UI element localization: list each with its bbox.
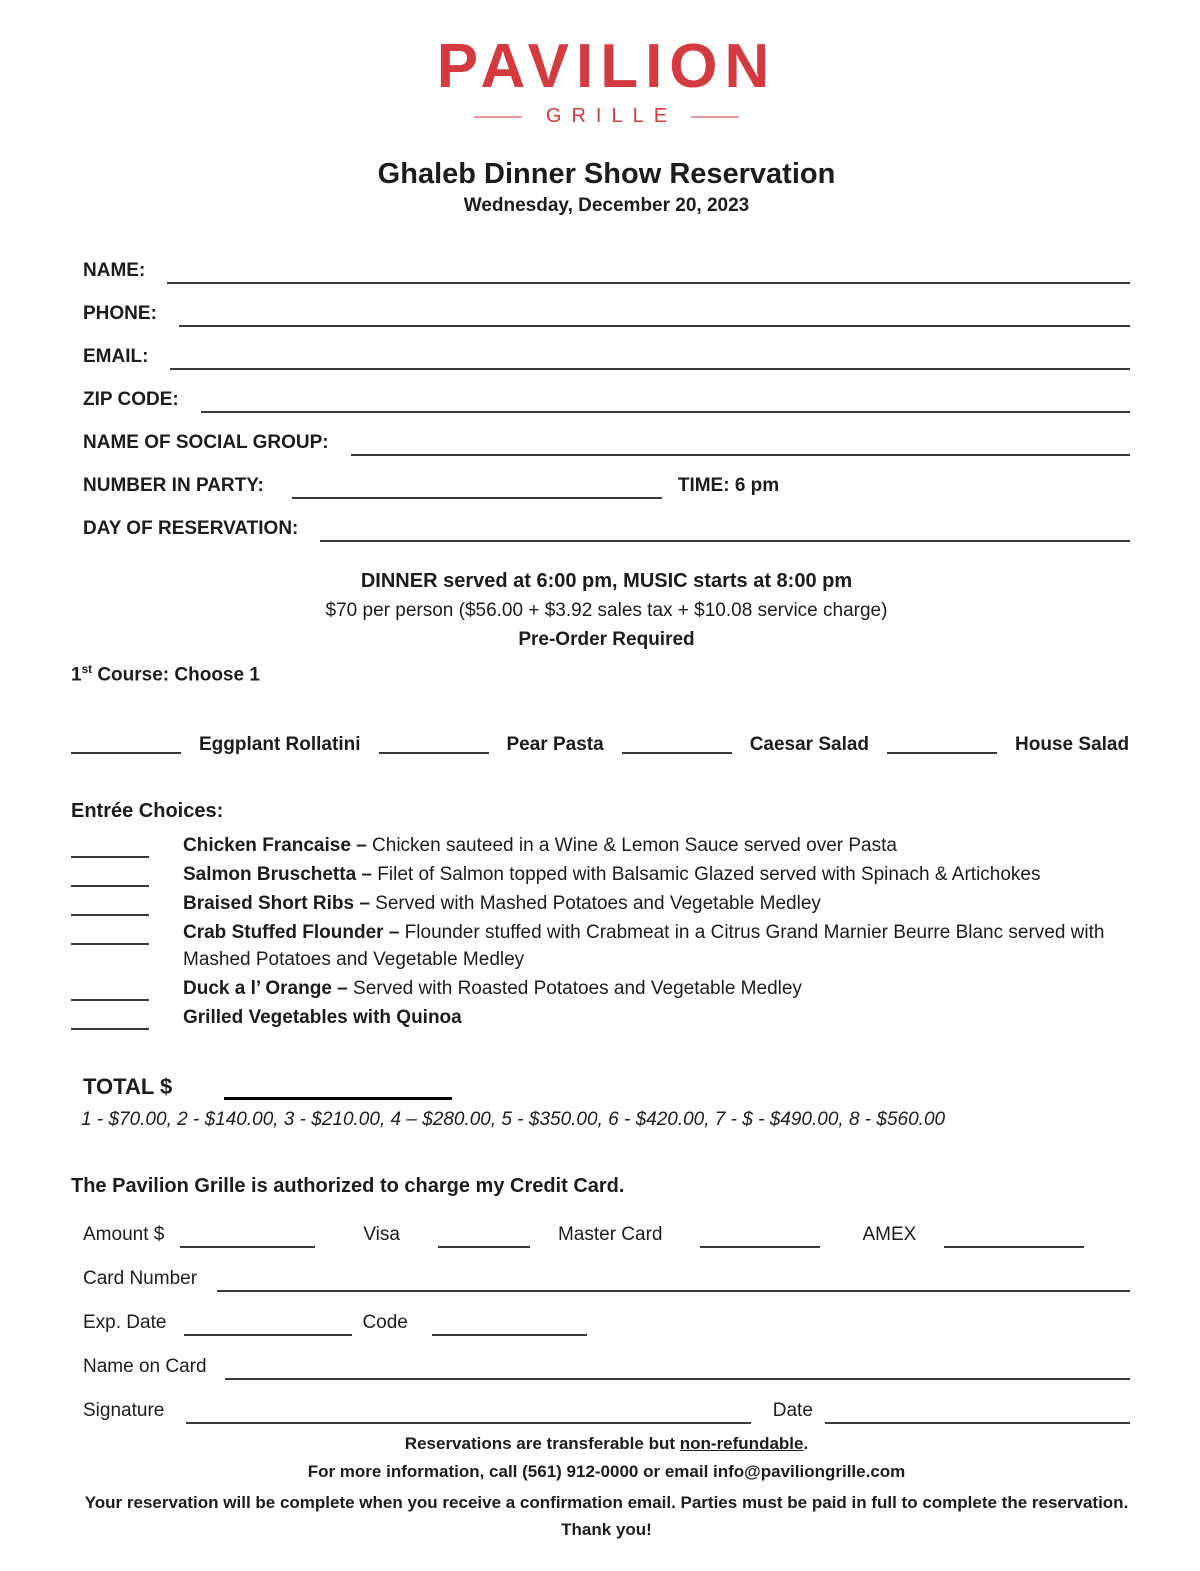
total-row — [83, 1074, 1130, 1100]
entree-name: Salmon Bruschetta – — [183, 864, 372, 886]
party-input-line[interactable] — [292, 479, 662, 499]
logo-wordmark: PAVILION — [436, 32, 777, 101]
name-row — [83, 241, 1130, 284]
eggplant-rollatini-label: Eggplant Rollatini — [199, 734, 361, 756]
zip-row — [83, 370, 1130, 413]
logo-subtitle-row — [83, 105, 1130, 128]
logo-subtitle: GRILLE — [545, 105, 678, 128]
date-input-line[interactable] — [825, 1404, 1130, 1424]
amex-choice-line[interactable] — [944, 1228, 1084, 1248]
party-label: NUMBER IN PARTY: — [83, 475, 264, 497]
mastercard-choice-line[interactable] — [700, 1228, 820, 1248]
phone-row — [83, 284, 1130, 327]
entree-text — [183, 920, 1130, 974]
day-row — [83, 499, 1130, 542]
name-on-card-label: Name on Card — [83, 1356, 207, 1378]
name-label: NAME: — [83, 260, 146, 282]
crab-stuffed-flounder-choice-line[interactable] — [71, 920, 149, 945]
logo-left-rule — [474, 116, 522, 118]
amount-row — [83, 1204, 1130, 1248]
name-on-card-input-line[interactable] — [225, 1360, 1130, 1380]
salmon-bruschetta-choice-line[interactable] — [71, 862, 149, 887]
total-label: TOTAL $ — [83, 1074, 173, 1100]
first-course-heading-text: Course: Choose 1 — [92, 664, 260, 686]
entree-choices-heading: Entrée Choices: — [71, 800, 224, 823]
entree-text — [183, 976, 806, 1003]
entree-row-grilled-vegetables — [71, 1005, 1130, 1032]
date-label: Date — [772, 1400, 813, 1422]
price-list: 1 - $70.00, 2 - $140.00, 3 - $210.00, 4 – $280.00, 5 - $350.00, 6 - $420.00, 7 - $ - $490.00, 8 - $560.00 — [81, 1109, 946, 1131]
eggplant-rollatini-choice-line[interactable] — [71, 736, 181, 754]
entree-name: Chicken Francaise – — [183, 835, 367, 857]
entree-list — [71, 833, 1130, 1032]
confirmation-note: Your reservation will be complete when you receive a confirmation email. Parties must be paid in full to complete the reservation. Thank you! — [84, 1493, 1129, 1539]
pear-pasta-choice-line[interactable] — [379, 736, 489, 754]
payment-fields — [83, 1204, 1130, 1424]
day-input-line[interactable] — [320, 522, 1130, 542]
card-number-label: Card Number — [83, 1268, 198, 1290]
signature-input-line[interactable] — [186, 1404, 750, 1424]
first-course-number: 1 — [71, 664, 82, 686]
transferable-note-suffix: . — [803, 1434, 809, 1454]
social-group-row — [83, 413, 1130, 456]
contact-fields — [83, 241, 1130, 542]
mastercard-label: Master Card — [557, 1224, 663, 1246]
entree-row-crab-stuffed-flounder — [71, 920, 1130, 974]
entree-desc: Flounder stuffed with Crabmeat in a Citrus Grand Marnier Beurre Blanc served with Mashed Potatoes and Vegetable Medley — [183, 922, 1105, 971]
name-input-line[interactable] — [167, 264, 1130, 284]
entree-desc: Chicken sauteed in a Wine & Lemon Sauce served over Pasta — [366, 835, 897, 857]
entree-text — [183, 891, 825, 918]
card-number-row — [83, 1248, 1130, 1292]
signature-row — [83, 1380, 1130, 1424]
preorder-required-line: Pre-Order Required — [518, 629, 695, 651]
entree-text — [183, 862, 1045, 889]
footer — [83, 1434, 1130, 1543]
code-input-line[interactable] — [432, 1316, 587, 1336]
first-course-heading — [71, 663, 1130, 686]
social-group-input-line[interactable] — [351, 436, 1130, 456]
zip-input-line[interactable] — [201, 393, 1130, 413]
transferable-note-prefix: Reservations are transferable but — [404, 1434, 680, 1454]
braised-short-ribs-choice-line[interactable] — [71, 891, 149, 916]
logo-right-rule — [691, 116, 739, 118]
visa-label: Visa — [363, 1224, 400, 1246]
phone-label: PHONE: — [83, 303, 157, 325]
amount-input-line[interactable] — [180, 1228, 315, 1248]
entree-row-chicken-francaise — [71, 833, 1130, 860]
house-salad-label: House Salad — [1015, 734, 1130, 756]
entree-name: Duck a l’ Orange – — [183, 978, 348, 1000]
zip-label: ZIP CODE: — [83, 389, 179, 411]
phone-input-line[interactable] — [179, 307, 1130, 327]
entree-desc: Filet of Salmon topped with Balsamic Glazed served with Spinach & Artichokes — [372, 864, 1041, 886]
event-date: Wednesday, December 20, 2023 — [463, 195, 750, 217]
contact-info-line: For more information, call (561) 912-0000 or email info@paviliongrille.com — [307, 1462, 906, 1482]
house-salad-choice-line[interactable] — [887, 736, 997, 754]
entree-name: Grilled Vegetables with Quinoa — [183, 1007, 462, 1029]
entree-row-salmon-bruschetta — [71, 862, 1130, 889]
day-label: DAY OF RESERVATION: — [83, 518, 299, 540]
price-per-person-line: $70 per person ($56.00 + $3.92 sales tax + $10.08 service charge) — [325, 600, 888, 622]
event-info — [83, 570, 1130, 651]
social-group-label: NAME OF SOCIAL GROUP: — [83, 432, 329, 454]
email-input-line[interactable] — [170, 350, 1130, 370]
exp-date-input-line[interactable] — [184, 1316, 352, 1336]
caesar-salad-choice-line[interactable] — [622, 736, 732, 754]
entree-row-braised-short-ribs — [71, 891, 1130, 918]
restaurant-logo — [83, 34, 1130, 128]
email-label: EMAIL: — [83, 346, 149, 368]
entree-text — [183, 1005, 466, 1032]
amex-label: AMEX — [862, 1224, 917, 1246]
first-course-options — [71, 734, 1130, 756]
email-row — [83, 327, 1130, 370]
party-row — [83, 456, 1130, 499]
duck-a-l-orange-choice-line[interactable] — [71, 976, 149, 1001]
chicken-francaise-choice-line[interactable] — [71, 833, 149, 858]
transferable-note — [83, 1434, 1130, 1454]
dinner-music-line: DINNER served at 6:00 pm, MUSIC starts at 8:00 pm — [360, 570, 853, 593]
nonrefundable-text: non-refundable — [679, 1434, 804, 1454]
credit-card-heading: The Pavilion Grille is authorized to charge my Credit Card. — [71, 1175, 625, 1198]
entree-name: Crab Stuffed Flounder – — [183, 922, 400, 944]
amount-label: Amount $ — [83, 1224, 165, 1246]
card-number-input-line[interactable] — [217, 1272, 1130, 1292]
code-label: Code — [362, 1312, 408, 1334]
name-on-card-row — [83, 1336, 1130, 1380]
pear-pasta-label: Pear Pasta — [506, 734, 604, 756]
exp-date-label: Exp. Date — [83, 1312, 167, 1334]
entree-name: Braised Short Ribs – — [183, 893, 370, 915]
entree-desc: Served with Mashed Potatoes and Vegetable Medley — [369, 893, 821, 915]
signature-label: Signature — [83, 1400, 165, 1422]
total-input-line[interactable] — [224, 1078, 452, 1100]
caesar-salad-label: Caesar Salad — [749, 734, 870, 756]
grilled-vegetables-choice-line[interactable] — [71, 1005, 149, 1030]
entree-desc: Served with Roasted Potatoes and Vegetable Medley — [347, 978, 802, 1000]
time-label: TIME: 6 pm — [677, 475, 780, 497]
entree-row-duck-a-l-orange — [71, 976, 1130, 1003]
first-course-ordinal: st — [81, 663, 93, 677]
entree-text — [183, 833, 901, 860]
page-title: Ghaleb Dinner Show Reservation — [377, 158, 836, 191]
visa-choice-line[interactable] — [438, 1228, 530, 1248]
exp-date-row — [83, 1292, 1130, 1336]
